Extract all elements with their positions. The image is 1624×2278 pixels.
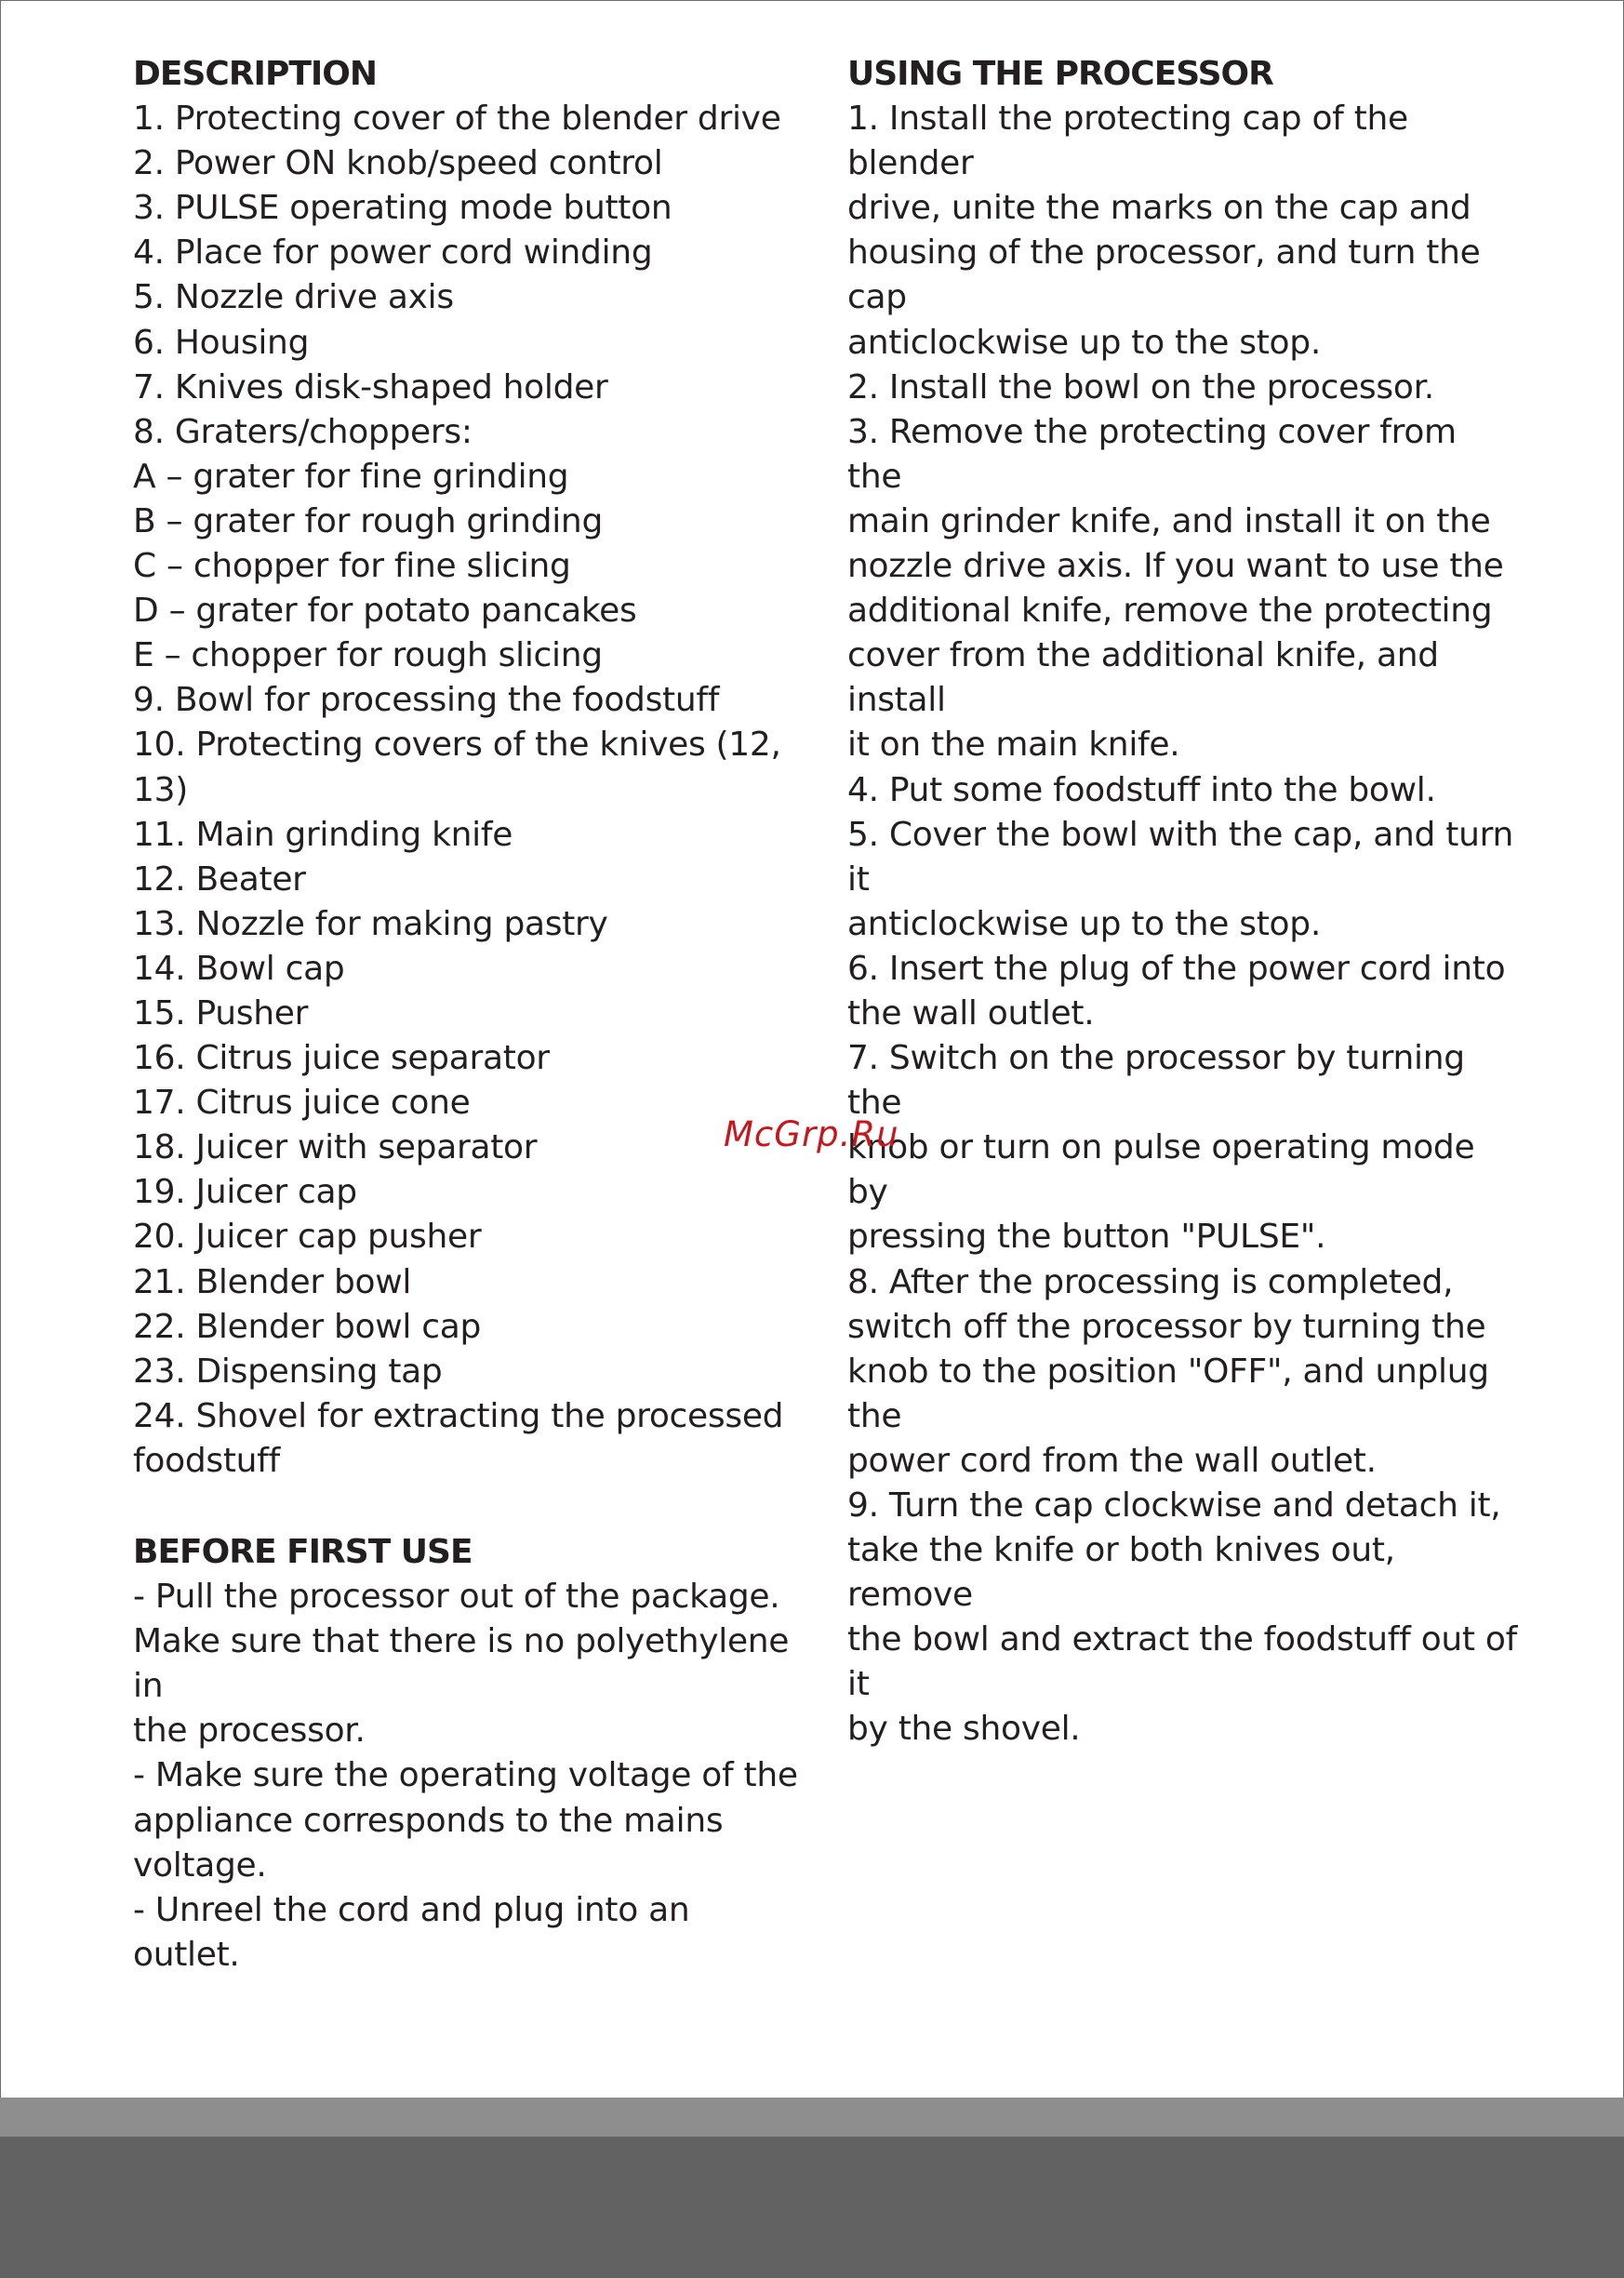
text-line: - Pull the processor out of the package. — [133, 1578, 780, 1617]
text-line: anticlockwise up to the stop. — [847, 904, 1321, 943]
list-item: 13. Nozzle for making pastry — [133, 904, 608, 943]
text-line: 2. Install the bowl on the processor. — [847, 367, 1434, 406]
description-heading: DESCRIPTION — [133, 55, 378, 93]
list-item: E – chopper for rough slicing — [133, 636, 603, 675]
text-line: housing of the processor, and turn the cap — [847, 233, 1481, 317]
list-item: 18. Juicer with separator — [133, 1128, 538, 1167]
text-line: by the shovel. — [847, 1710, 1081, 1749]
text-line: nozzle drive axis. If you want to use the — [847, 547, 1504, 586]
text-line: it on the main knife. — [847, 726, 1180, 765]
text-line: 7. Switch on the processor by turning the — [847, 1039, 1465, 1123]
text-line: 1. Install the protecting cap of the blender — [847, 100, 1408, 183]
text-line: cover from the additional knife, and install — [847, 636, 1439, 720]
list-item: 22. Blender bowl cap — [133, 1307, 482, 1346]
list-item: 19. Juicer cap — [133, 1173, 357, 1212]
list-item: 12. Beater — [133, 859, 306, 899]
description-list — [133, 97, 803, 1484]
list-item: 5. Nozzle drive axis — [133, 278, 454, 317]
list-item: 11. Main grinding knife — [133, 815, 513, 854]
text-line: Make sure that there is no polyethylene in — [133, 1622, 790, 1706]
list-item: 2. Power ON knob/speed control — [133, 144, 663, 183]
text-line: - Unreel the cord and plug into an outlet. — [133, 1890, 690, 1974]
using-processor-heading: USING THE PROCESSOR — [847, 55, 1273, 93]
list-item: 16. Citrus juice separator — [133, 1039, 550, 1078]
text-line: switch off the processor by turning the — [847, 1307, 1486, 1346]
text-line: additional knife, remove the protecting — [847, 592, 1493, 631]
list-item: 8. Graters/choppers: — [133, 412, 473, 451]
text-line: 5. Cover the bowl with the cap, and turn it — [847, 815, 1513, 899]
list-item: 15. Pusher — [133, 993, 309, 1032]
text-line: power cord from the wall outlet. — [847, 1441, 1377, 1480]
text-line: 6. Insert the plug of the power cord into — [847, 949, 1506, 988]
list-item: 7. Knives disk-shaped holder — [133, 367, 608, 406]
list-item: 6. Housing — [133, 323, 310, 362]
text-line: the bowl and extract the foodstuff out of it — [847, 1620, 1517, 1704]
list-item: 23. Dispensing tap — [133, 1352, 443, 1391]
list-item: 17. Citrus juice cone — [133, 1084, 471, 1123]
list-item: 24. Shovel for extracting the processed — [133, 1396, 784, 1435]
list-item: B – grater for rough grinding — [133, 501, 604, 540]
footer-band-light — [0, 2098, 1624, 2137]
list-item: 10. Protecting covers of the knives (12, 13) — [133, 726, 781, 809]
list-item: 20. Juicer cap pusher — [133, 1218, 482, 1257]
text-line: voltage. — [133, 1845, 267, 1885]
list-item: foodstuff — [133, 1441, 280, 1480]
list-item: 4. Place for power cord winding — [133, 233, 653, 273]
text-line: appliance corresponds to the mains — [133, 1801, 724, 1840]
text-line: main grinder knife, and install it on the — [847, 501, 1491, 540]
list-item: A – grater for fine grinding — [133, 457, 569, 496]
list-item: 1. Protecting cover of the blender drive — [133, 100, 781, 139]
text-line: 4. Put some foodstuff into the bowl. — [847, 770, 1436, 809]
list-item: 3. PULSE operating mode button — [133, 189, 672, 228]
list-item: D – grater for potato pancakes — [133, 592, 637, 631]
text-line: drive, unite the marks on the cap and — [847, 189, 1471, 228]
text-line: pressing the button "PULSE". — [847, 1218, 1326, 1257]
before-first-use-heading: BEFORE FIRST USE — [133, 1533, 473, 1571]
text-line: 3. Remove the protecting cover from the — [847, 412, 1457, 496]
text-line: knob or turn on pulse operating mode by — [847, 1128, 1475, 1212]
using-processor-section — [847, 52, 1517, 1752]
list-item: C – chopper for fine slicing — [133, 547, 571, 586]
list-item: 9. Bowl for processing the foodstuff — [133, 681, 720, 720]
description-section — [133, 52, 803, 1484]
text-line: take the knife or both knives out, remove — [847, 1531, 1395, 1615]
text-line: the wall outlet. — [847, 993, 1095, 1032]
text-line: 8. After the processing is completed, — [847, 1262, 1454, 1301]
list-item: 14. Bowl cap — [133, 949, 345, 988]
footer-band-dark — [0, 2137, 1624, 2278]
watermark: McGrp.Ru — [724, 1114, 899, 1154]
before-first-use-section — [133, 1530, 803, 1978]
text-line: the processor. — [133, 1712, 366, 1751]
text-line: anticlockwise up to the stop. — [847, 323, 1321, 362]
text-line: 9. Turn the cap clockwise and detach it, — [847, 1486, 1501, 1525]
text-line: - Make sure the operating voltage of the — [133, 1756, 798, 1795]
text-line: knob to the position "OFF", and unplug the — [847, 1352, 1489, 1435]
list-item: 21. Blender bowl — [133, 1262, 412, 1301]
